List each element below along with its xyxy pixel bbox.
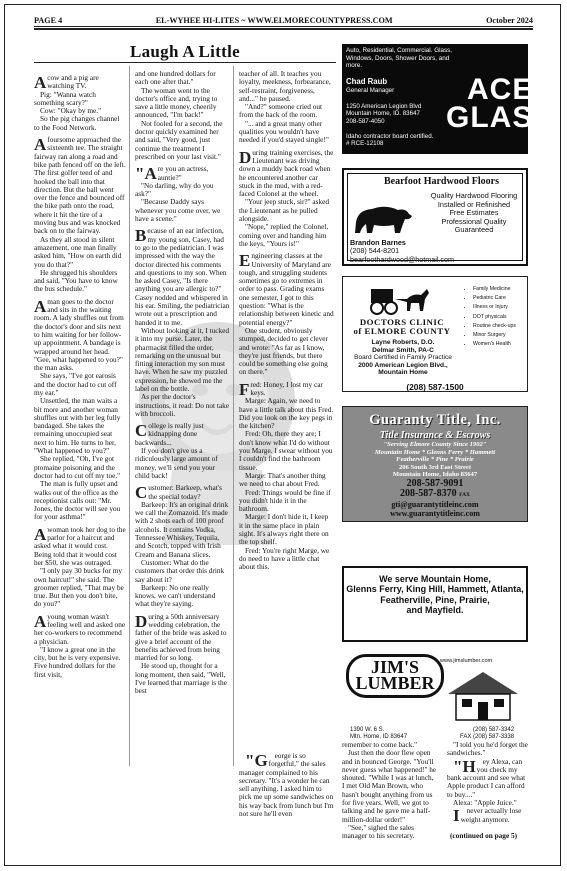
joke-paragraph	[135, 501, 230, 559]
paragraph-text: Marge: Again, we need to have a little talk about this Fred. Did you look on the key pegs in the kitchen?	[239, 396, 334, 431]
drop-cap: "G	[245, 751, 268, 770]
paragraph-text: "Nope," replied the Colonel, coming over and handing him the keys, "Yours is!"	[239, 222, 329, 248]
joke-paragraph	[239, 198, 334, 223]
ace-logo	[446, 73, 555, 134]
paragraph-text: young woman wasn't feeling well and asked one her co-workers to recommend a physician.	[34, 611, 126, 646]
paragraph-text: red: Honey, I lost my car keys.	[250, 379, 323, 397]
clinic-provider: Delmar Smith, PA-C	[372, 346, 434, 354]
paragraph-text: "I know a great one in the city, but he is very expensive. Five hundred dollars for the first visit,	[34, 644, 121, 679]
paragraph-text: cow and a pig are watching TV.	[47, 73, 99, 91]
paragraph-text: foursome approached the sixteenth tee. The straight fairway ran along a road and bike path fenced off on the left. The first golfer teed of and hooked the ball into that direction. But the ball went over the fence and bounced off the bike path onto the road, where it hit the tire of a moving bus and was knocked back on to the fairway.	[34, 135, 126, 236]
ace-logo-line: ACE	[467, 73, 534, 106]
joke-paragraph	[239, 752, 334, 818]
drop-cap: A	[34, 524, 47, 544]
joke-paragraph	[342, 749, 437, 824]
drop-cap: D	[239, 147, 252, 167]
joke-paragraph	[135, 662, 230, 695]
paragraph-text: The man is fully upset and walks out of the office as the receptionist calls out: "Mr. Jones, the doctor will see you for your asthma!"	[34, 479, 121, 522]
clinic-service: • Minor Surgery	[473, 331, 516, 340]
joke-paragraph	[135, 227, 230, 327]
bearfoot-line: Free Estimates	[449, 208, 499, 218]
bearfoot-phone: (208) 544-8201	[350, 246, 400, 256]
bearfoot-title: Bearfoot Hardwood Floors	[384, 176, 499, 187]
paragraph-text: Pig: "Wanna watch something scary?"	[34, 89, 96, 107]
paragraph-text: teacher of all. It teaches you loyalty, meekness, forbearance, self-restraint, forgiveness, and..." he paused.	[239, 69, 331, 103]
bearfoot-ad	[342, 168, 528, 266]
column-4	[342, 741, 437, 841]
paragraph-text: ollege is really just kidnapping done backwards...	[135, 421, 204, 447]
joke-paragraph	[34, 397, 126, 455]
jims-fax: FAX (208) 587-3338	[460, 734, 515, 740]
paragraph-text: ecause of an ear infection, my young son, Casey, had to go to the pediatrician. I was impressed with the way the doctor directed his comments and questions to my son. When he asked Casey, "Is there anything you are allergic to?" Casey nodded and whispered in his ear. Smiling, the pediatrician wrote out a prescription and handed it to me.	[135, 226, 230, 327]
paragraph-text: "Your jeep stuck, sir?" asked the Lieutenant as he pulled alongside.	[239, 197, 330, 224]
joke-paragraph	[34, 646, 126, 679]
joke-paragraph	[239, 70, 334, 103]
service-area-ad	[342, 566, 528, 642]
joke-paragraph	[34, 74, 126, 91]
service-area-line: We serve Mountain Home,	[379, 574, 491, 584]
guaranty-title: Guaranty Title, Inc.	[369, 412, 501, 428]
clinic-service: • Family Medicine	[473, 285, 516, 294]
guaranty-city: Mountain Home, Idaho 83647	[392, 471, 478, 479]
guaranty-fax: 208-587-8370	[399, 487, 457, 499]
joke-paragraph	[239, 513, 334, 546]
jims-lumber-ad	[342, 654, 528, 738]
ace-contact-name: Chad Raub	[346, 77, 388, 86]
column-2	[135, 70, 230, 696]
paragraph-text: Just then the door flew open and in bounced George. "You'll never guess what happened!" he shouted. "While I was at lunch, I met Old Man Brown, who hasn't bought anything from us for five years. Well, we got to talking and he gave me a half-million-dollar order!"	[342, 748, 437, 824]
guaranty-fax-line	[343, 489, 527, 500]
lumber-house-icon	[442, 668, 524, 722]
bearfoot-services	[422, 192, 526, 235]
clinic-provider: Layne Roberts, D.O.	[371, 339, 435, 346]
paragraph-text: "See," sighed the sales manager to his secretary.	[342, 822, 415, 841]
jims-address-line: Mtn. Home, ID 83647	[350, 734, 408, 740]
paragraph-text: She says, "I've got earosis and the doctor had to cut off my ear."	[34, 371, 117, 397]
drop-cap: C	[135, 483, 148, 503]
ace-logo-line: GLASS	[446, 101, 555, 134]
clinic-name-line: of ELMORE COUNTY	[353, 326, 451, 336]
paragraph-text: Marge: That's another thing we need to chat about Fred.	[239, 470, 326, 489]
paragraph-text: re you an actress, auntie?"	[157, 164, 209, 182]
ace-services: Auto, Residential, Commercial. Glass, Windows, Doors, Shower Doors, and more.	[346, 47, 453, 69]
joke-paragraph	[239, 381, 334, 398]
joke-paragraph	[135, 613, 230, 663]
doctors-clinic-ad	[342, 276, 528, 392]
paragraph-text: woman took her dog to the parlor for a haircut and asked what it would cost. Being told that it would cost her $50, she was outraged.	[34, 524, 126, 567]
bear-icon	[352, 200, 414, 236]
drop-cap: "A	[135, 164, 157, 184]
paragraph-text: Not fooled for a second, the doctor quickly examined her and said, "Very good, just continue the treatment I prescribed on your last visit."	[135, 118, 223, 161]
page-header	[34, 14, 533, 26]
column-3	[239, 70, 334, 572]
paragraph-text: One student, obviously stumped, decided to get clever and wrote: "As far as I know, they're just friends, but there could be something else going on there."	[239, 325, 328, 377]
paragraph-text: eorge is so forgetful," the sales manager complained to his secretary. "It's a wonder he can sell anything. I asked him to pick me up some sandwiches on his way back from lunch but I'm not sure he'll even	[239, 751, 334, 819]
joke-paragraph	[135, 120, 230, 161]
joke-paragraph	[135, 198, 230, 223]
drop-cap: A	[34, 135, 47, 155]
joke-paragraph	[34, 91, 126, 108]
joke-paragraph	[135, 484, 230, 501]
bearfoot-line: Installed or Refinished	[437, 199, 511, 209]
column-rule	[129, 66, 130, 766]
joke-paragraph	[34, 613, 126, 646]
jims-phone: (208) 587-3342	[473, 727, 515, 733]
joke-paragraph	[342, 824, 437, 841]
joke-paragraph	[239, 397, 334, 430]
bearfoot-line: Quality Hardwood Flooring	[430, 191, 518, 200]
joke-paragraph	[34, 567, 126, 608]
joke-paragraph	[135, 559, 230, 584]
joke-paragraph	[239, 223, 334, 248]
service-area-line: Featherville, Pine, Prairie,	[380, 594, 490, 605]
clinic-service: • DOT physicals	[473, 313, 516, 322]
column-1	[34, 70, 126, 679]
joke-paragraph	[135, 422, 230, 447]
jims-logo-line: LUMBER	[355, 673, 435, 693]
guaranty-subtitle: Title Insurance & Escrows	[379, 430, 491, 441]
paragraph-text: "And?" someone cried out from the back of the room.	[239, 102, 323, 120]
joke-paragraph	[135, 584, 230, 609]
paragraph-text: Cow: "Okay by me."	[40, 106, 102, 116]
guaranty-tagline: "Serving Elmore County Since 1902"	[383, 441, 487, 448]
drop-cap: A	[34, 73, 47, 92]
guaranty-street: 206 South 3rd East Street	[398, 463, 472, 471]
paragraph-text: Alexa: "Apple Juice."	[453, 798, 517, 808]
paragraph-text: He stood up, thought for a long moment, then said, "Well, I've learned that marriage is the best	[135, 661, 227, 696]
guaranty-title-ad	[342, 406, 528, 522]
joke-paragraph	[135, 70, 230, 87]
paragraph-text: ngineering classes at the University of Maryland are tough, and struggling students sometimes go to extremes in order to pass. Grading exams one semester, I got to this question: "What is the relationship between kinetic and potential energy?"	[239, 251, 334, 327]
ace-address-line: Mountain Home, ID. 83647	[346, 110, 420, 118]
joke-paragraph	[447, 758, 531, 799]
joke-paragraph	[34, 372, 126, 397]
ace-license	[346, 133, 433, 148]
title-rule	[34, 62, 336, 63]
paragraph-text: Customer: What do the customers that order this drink say about it?	[135, 557, 225, 584]
clinic-phone: (208) 587-1500	[406, 382, 464, 392]
paragraph-text: She replied, "Oh, I've got ptomaine poisoning and the doctor had to cut off my toe."	[34, 454, 121, 480]
joke-paragraph	[239, 547, 334, 572]
joke-paragraph	[447, 807, 531, 824]
jims-phones	[460, 727, 514, 741]
paragraph-text: Unsettled, the man waits a bit more and another woman shuffles out with her leg fully bandaged. She takes the remaining unoccupied seat next to him. He turns to her, "What happened to you?"	[34, 396, 121, 456]
ace-license-line: Idaho contractor board certified.	[346, 133, 434, 140]
joke-paragraph	[239, 430, 334, 471]
horse-buggy-icon	[365, 283, 437, 315]
ace-phone: 208-587-4050	[346, 117, 385, 125]
clinic-service: • Routine check-ups	[473, 322, 516, 331]
jims-logo-line: JIM'S	[370, 657, 419, 677]
joke-paragraph	[135, 327, 230, 393]
paper-name: EL-WYHEE HI-LITES ~ WWW.ELMORECOUNTYPRESS.COM	[155, 15, 393, 25]
ace-address	[346, 103, 421, 125]
issue-date: October 2024	[486, 15, 533, 25]
joke-paragraph	[135, 182, 230, 199]
paragraph-text: Fred: Oh, there they are; I don't know what I'd do without you Marge. I swear without you I couldn't find the bathroom tissue.	[239, 429, 333, 472]
clinic-services-list	[465, 285, 516, 349]
paragraph-text: "... and a great many other qualities you wouldn't have needed if you'd stayed single!"	[239, 118, 329, 145]
ace-glass-ad	[342, 44, 555, 154]
joke-paragraph	[34, 480, 126, 521]
header-rule	[34, 26, 533, 30]
bearfoot-line: Professional Quality Guaranteed	[441, 216, 507, 235]
paragraph-text: "No darling, why do you ask?"	[135, 180, 214, 199]
ace-address-line: 1250 American Legion Blvd	[346, 103, 422, 110]
clinic-service: • Pediatric Care	[473, 294, 516, 303]
paragraph-text: "I told you he'd forget the sandwiches."	[447, 740, 528, 758]
joke-paragraph	[135, 87, 230, 120]
joke-paragraph	[447, 741, 531, 758]
paragraph-text: Marge: I don't hide it, I keep it in the same place in plain sight. It's always right there on the top shelf.	[239, 512, 329, 547]
joke-paragraph	[34, 236, 126, 269]
jims-lumber-logo	[346, 654, 444, 698]
joke-paragraph	[34, 136, 126, 236]
column-rule	[233, 66, 234, 766]
bearfoot-contact-name: Brandon Barnes	[350, 238, 406, 247]
drop-cap: A	[34, 296, 47, 316]
joke-paragraph	[239, 327, 334, 377]
paragraph-text: "I only pay 30 bucks for my own haircut!" she said. The groomer replied, "That may be true. But then you don't bite, do you?"	[34, 566, 124, 609]
joke-paragraph	[34, 115, 126, 132]
paragraph-text: Fred: You're right Marge, we do need to have a little chat about this.	[239, 545, 330, 572]
page-number: PAGE 4	[34, 15, 63, 25]
drop-cap: B	[135, 226, 147, 246]
drop-cap: D	[135, 611, 148, 631]
paragraph-text: Without looking at it, I tucked it into my purse. Later, the pharmacist filled the order, remarking on the unusual but fitting interaction my son must have. When he saw my puzzled expression, he showed me the label on the bottle.	[135, 325, 230, 393]
column-5	[447, 741, 531, 824]
joke-paragraph	[135, 447, 230, 480]
clinic-address: 2000 American Legion Blvd., Mountain Home	[358, 361, 448, 377]
clinic-name-line: DOCTORS CLINIC	[359, 317, 445, 327]
joke-paragraph	[239, 252, 334, 327]
clinic-certification: Board Certified in Family Practice	[354, 354, 452, 362]
paragraph-text: ey Alexa, can you check my bank account and see what Apple product I can afford to buy...."	[447, 756, 526, 799]
column-3-end	[239, 752, 334, 818]
paragraph-text: and one hundred dollars for each one after that."	[135, 69, 216, 87]
guaranty-fax-label: FAX	[459, 491, 471, 498]
drop-cap: E	[239, 251, 251, 271]
paragraph-text: He shrugged his shoulders and said, "You have to know the bus schedule."	[34, 267, 118, 294]
drop-cap: C	[135, 421, 148, 441]
paragraph-text: uring training exercises, the Lieutenant was driving down a muddy back road when he encountered another car stuck in the mud, with a red-faced Colonel at the wheel.	[239, 147, 334, 199]
joke-paragraph	[135, 165, 230, 182]
paragraph-text: Barkeep: It's an original drink we call the Zomazoid. It's made with 2 shots each of 100 proof alcohols. It contains Vodka, Tennessee Whiskey, Tequila, and Scotch, topped with Irish Cream and Banana slices.	[135, 499, 229, 559]
paragraph-text: uring a 50th anniversary wedding celebration, the father of the bride was asked to give a brief account of the benefits achieved from being married for so long.	[135, 611, 227, 663]
guaranty-areas: Featherville * Pine * Prairie	[396, 456, 474, 464]
joke-paragraph	[34, 298, 126, 373]
drop-cap: I	[453, 806, 460, 826]
clinic-service: • Women's Health	[473, 340, 516, 349]
jims-address	[350, 727, 407, 741]
paragraph-text: "Because Daddy says whenever you come over, we have a scene."	[135, 197, 221, 224]
paragraph-text: The woman went to the doctor's office and, trying to save a little money, cheerily announced, "I'm back!"	[135, 85, 218, 120]
paragraph-text: Fred: Things would be fine if you didn't hide it in the bathroom.	[239, 487, 331, 514]
drop-cap: A	[34, 611, 47, 631]
joke-paragraph	[239, 489, 334, 514]
joke-paragraph	[239, 120, 334, 145]
paragraph-text: remember to come back."	[342, 740, 418, 749]
ace-license-number: # RCE-12108	[346, 140, 384, 148]
service-area-line: and Mayfield.	[406, 604, 464, 615]
guaranty-website: www.guarantytitleinc.com	[390, 508, 480, 518]
joke-paragraph	[239, 149, 334, 199]
bearfoot-email: bearfoothardwood@hotmail.com	[350, 254, 454, 264]
paragraph-text: As per the doctor's instructions, it read: Do not take with broccoli.	[135, 392, 230, 418]
joke-paragraph	[135, 393, 230, 418]
paragraph-text: man goes to the doctor and sits in the waiting room. A lady shuffles out from the doctor's door and sits next to him waiting for her follow-up appointment. A bandage is wrapped around her head. "Gee, what happened to you?" the man asks.	[34, 296, 124, 373]
paragraph-text: If you don't give us a ridiculously large amount of money, we'll send you your child back!	[135, 446, 218, 480]
paragraph-text: So the pig changes channel to the Food Network.	[34, 114, 120, 132]
paragraph-text: ustomer: Barkeep, what's the special today?	[148, 483, 222, 501]
drop-cap: "H	[453, 756, 476, 776]
joke-paragraph	[239, 103, 334, 120]
clinic-service: • Illness or Injury	[473, 303, 516, 312]
drop-cap: F	[239, 379, 250, 399]
paragraph-text: never actually lose weight anymore.	[460, 806, 522, 824]
jims-address-line: 1390 W. 6 S.	[350, 727, 385, 733]
joke-paragraph	[239, 472, 334, 489]
joke-paragraph	[34, 455, 126, 480]
paragraph-text: As they all stood in silent amazement, one man finally asked him, "How on earth did you do that?"	[34, 234, 122, 269]
clinic-providers	[347, 339, 459, 377]
clinic-name	[347, 318, 457, 336]
section-title: Laugh A Little	[129, 42, 240, 61]
joke-paragraph	[34, 526, 126, 567]
guaranty-phone: 208-587-9091	[406, 477, 464, 489]
guaranty-areas: Mountain Home * Glenns Ferry * Hammett	[374, 448, 496, 456]
paragraph-text: Barkeep: No one really knows, we can't understand what they're saying.	[135, 582, 216, 609]
bearfoot-contact	[350, 239, 454, 264]
joke-paragraph	[34, 269, 126, 294]
ace-contact-role: General Manager	[346, 87, 395, 94]
continued-note: (continued on page 5)	[450, 831, 518, 840]
jims-website: www.jimslumber.com	[440, 658, 493, 664]
service-area-line: Glenns Ferry, King Hill, Hammett, Atlanta,	[346, 584, 524, 595]
guaranty-email: gti@guarantytitleinc.com	[391, 499, 479, 509]
